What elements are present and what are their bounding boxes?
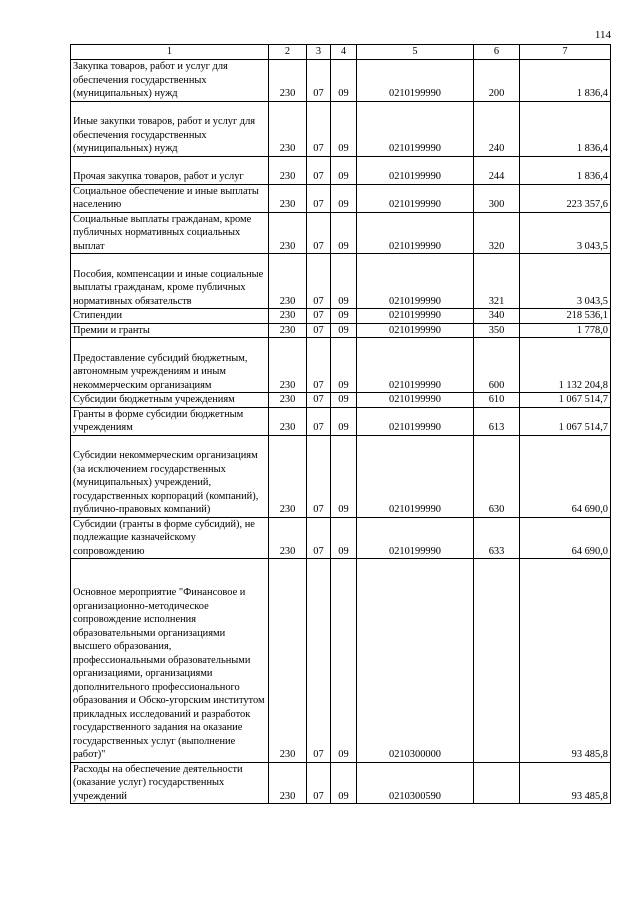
row-section: 07 [307, 435, 331, 517]
row-name: Пособия, компенсации и иные социальные выплаты гражданам, кроме публичных нормативных обязательств [71, 254, 269, 309]
row-target-code: 0210300000 [357, 559, 474, 763]
row-target-code: 0210300590 [357, 762, 474, 804]
row-expense-type: 600 [474, 338, 520, 393]
table-row [71, 762, 611, 804]
row-expense-type: 610 [474, 393, 520, 408]
row-subsection: 09 [331, 309, 357, 324]
row-target-code: 0210199990 [357, 407, 474, 435]
row-target-code: 0210199990 [357, 435, 474, 517]
row-subsection: 09 [331, 435, 357, 517]
column-header: 4 [331, 45, 357, 60]
row-amount: 3 043,5 [520, 254, 611, 309]
table-row [71, 517, 611, 559]
row-subsection: 09 [331, 184, 357, 212]
row-target-code: 0210199990 [357, 184, 474, 212]
row-amount: 64 690,0 [520, 517, 611, 559]
table-row [71, 435, 611, 517]
row-code: 230 [269, 407, 307, 435]
row-section: 07 [307, 762, 331, 804]
header-row [71, 45, 611, 60]
row-target-code: 0210199990 [357, 156, 474, 184]
row-subsection: 09 [331, 156, 357, 184]
row-expense-type: 350 [474, 323, 520, 338]
row-code: 230 [269, 435, 307, 517]
row-code: 230 [269, 156, 307, 184]
row-code: 230 [269, 309, 307, 324]
row-code: 230 [269, 212, 307, 254]
row-expense-type: 244 [474, 156, 520, 184]
table-row [71, 407, 611, 435]
row-section: 07 [307, 338, 331, 393]
row-name: Иные закупки товаров, работ и услуг для обеспечения государственных (муниципальных) нужд [71, 101, 269, 156]
row-section: 07 [307, 101, 331, 156]
row-subsection: 09 [331, 101, 357, 156]
row-target-code: 0210199990 [357, 323, 474, 338]
row-expense-type: 321 [474, 254, 520, 309]
row-expense-type: 240 [474, 101, 520, 156]
row-code: 230 [269, 517, 307, 559]
row-subsection: 09 [331, 559, 357, 763]
row-target-code: 0210199990 [357, 60, 474, 102]
table-row [71, 212, 611, 254]
row-subsection: 09 [331, 254, 357, 309]
row-amount: 1 067 514,7 [520, 393, 611, 408]
row-target-code: 0210199990 [357, 212, 474, 254]
row-section: 07 [307, 212, 331, 254]
row-section: 07 [307, 184, 331, 212]
row-amount: 1 836,4 [520, 156, 611, 184]
table-row [71, 393, 611, 408]
row-amount: 64 690,0 [520, 435, 611, 517]
row-amount: 1 836,4 [520, 101, 611, 156]
row-expense-type: 300 [474, 184, 520, 212]
column-header: 1 [71, 45, 269, 60]
table-row [71, 254, 611, 309]
table-row [71, 338, 611, 393]
row-amount: 1 836,4 [520, 60, 611, 102]
row-target-code: 0210199990 [357, 517, 474, 559]
row-amount: 93 485,8 [520, 559, 611, 763]
table-row [71, 156, 611, 184]
table-row [71, 323, 611, 338]
row-target-code: 0210199990 [357, 101, 474, 156]
row-code: 230 [269, 254, 307, 309]
row-section: 07 [307, 60, 331, 102]
column-header: 6 [474, 45, 520, 60]
row-name: Субсидии (гранты в форме субсидий), не подлежащие казначейскому сопровождению [71, 517, 269, 559]
row-subsection: 09 [331, 762, 357, 804]
row-name: Расходы на обеспечение деятельности (оказание услуг) государственных учреждений [71, 762, 269, 804]
row-expense-type: 630 [474, 435, 520, 517]
table-row [71, 184, 611, 212]
row-section: 07 [307, 323, 331, 338]
row-name: Премии и гранты [71, 323, 269, 338]
column-header: 5 [357, 45, 474, 60]
row-subsection: 09 [331, 407, 357, 435]
row-subsection: 09 [331, 60, 357, 102]
row-code: 230 [269, 393, 307, 408]
table-row [71, 309, 611, 324]
row-name: Социальное обеспечение и иные выплаты населению [71, 184, 269, 212]
row-subsection: 09 [331, 338, 357, 393]
row-section: 07 [307, 156, 331, 184]
table-row [71, 60, 611, 102]
row-code: 230 [269, 184, 307, 212]
row-expense-type [474, 559, 520, 763]
row-section: 07 [307, 559, 331, 763]
row-expense-type: 613 [474, 407, 520, 435]
row-target-code: 0210199990 [357, 254, 474, 309]
row-amount: 1 067 514,7 [520, 407, 611, 435]
row-amount: 218 536,1 [520, 309, 611, 324]
row-amount: 1 132 204,8 [520, 338, 611, 393]
row-name: Гранты в форме субсидии бюджетным учреждениям [71, 407, 269, 435]
row-code: 230 [269, 323, 307, 338]
row-name: Основное мероприятие "Финансовое и организационно-методическое сопровождение исполнения образовательными организациями высшего образования, профессиональными образовательными организациями, организациями дополнительного профессионального образования и Обско-угорским институтом прикладных исследований и разработок государственного задания на оказание государственных услуг (выполнение работ)" [71, 559, 269, 763]
row-expense-type: 200 [474, 60, 520, 102]
row-section: 07 [307, 407, 331, 435]
table-body [71, 60, 611, 804]
row-target-code: 0210199990 [357, 309, 474, 324]
row-subsection: 09 [331, 517, 357, 559]
row-name: Субсидии бюджетным учреждениям [71, 393, 269, 408]
column-header: 3 [307, 45, 331, 60]
column-header: 7 [520, 45, 611, 60]
row-amount: 3 043,5 [520, 212, 611, 254]
row-section: 07 [307, 254, 331, 309]
row-subsection: 09 [331, 393, 357, 408]
row-amount: 223 357,6 [520, 184, 611, 212]
row-target-code: 0210199990 [357, 338, 474, 393]
row-target-code: 0210199990 [357, 393, 474, 408]
row-code: 230 [269, 101, 307, 156]
row-section: 07 [307, 309, 331, 324]
row-expense-type: 633 [474, 517, 520, 559]
row-section: 07 [307, 517, 331, 559]
budget-table [70, 44, 611, 804]
table-row [71, 559, 611, 763]
row-name: Социальные выплаты гражданам, кроме публичных нормативных социальных выплат [71, 212, 269, 254]
row-amount: 1 778,0 [520, 323, 611, 338]
row-section: 07 [307, 393, 331, 408]
row-expense-type: 320 [474, 212, 520, 254]
page-number: 114 [594, 29, 611, 41]
row-name: Стипендии [71, 309, 269, 324]
row-code: 230 [269, 762, 307, 804]
row-name: Субсидии некоммерческим организациям (за исключением государственных (муниципальных) учреждений, государственных корпораций (компаний), публично-правовых компаний) [71, 435, 269, 517]
row-name: Прочая закупка товаров, работ и услуг [71, 156, 269, 184]
row-code: 230 [269, 338, 307, 393]
column-header: 2 [269, 45, 307, 60]
table-row [71, 101, 611, 156]
row-amount: 93 485,8 [520, 762, 611, 804]
row-name: Закупка товаров, работ и услуг для обеспечения государственных (муниципальных) нужд [71, 60, 269, 102]
row-expense-type: 340 [474, 309, 520, 324]
row-name: Предоставление субсидий бюджетным, автономным учреждениям и иным некоммерческим организациям [71, 338, 269, 393]
row-expense-type [474, 762, 520, 804]
row-code: 230 [269, 559, 307, 763]
row-subsection: 09 [331, 212, 357, 254]
row-subsection: 09 [331, 323, 357, 338]
row-code: 230 [269, 60, 307, 102]
